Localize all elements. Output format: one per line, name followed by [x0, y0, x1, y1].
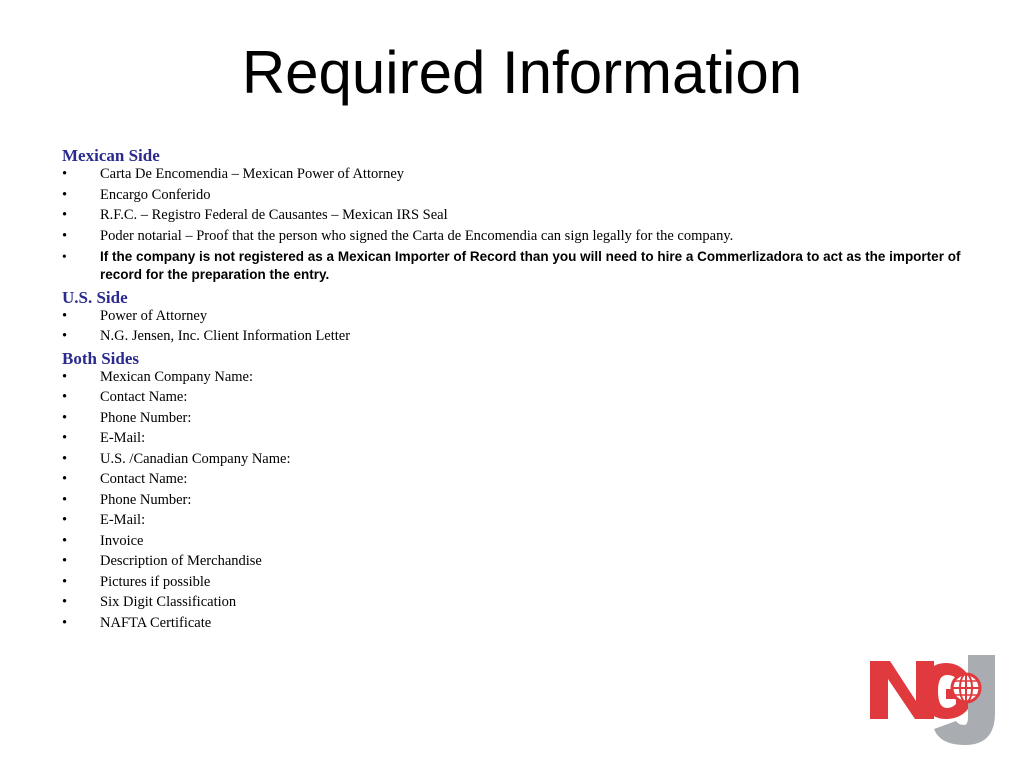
list-item: • E-Mail:: [62, 430, 146, 446]
bullet: •: [62, 450, 68, 467]
bullet: •: [62, 368, 68, 385]
bullet: •: [62, 573, 68, 590]
section-heading-both: Both Sides: [62, 348, 139, 368]
bullet: •: [62, 207, 68, 223]
list-item: • Invoice: [62, 532, 144, 549]
list-item: • E-Mail:: [62, 512, 146, 528]
list-item: • Power of Attorney: [62, 307, 208, 324]
list-item-importer-note: • If the company is not registered as a Mexican Importer of Record than you will need to hire a Commerlizadora to act as the importer of record for the preparation the entry.: [62, 249, 961, 282]
bullet: •: [62, 430, 68, 446]
list-item: • Encargo Conferido: [62, 186, 211, 203]
list-item: • Phone Number:: [62, 409, 192, 426]
bullet: •: [62, 409, 68, 426]
list-item: • Carta De Encomendia – Mexican Power of Attorney: [62, 166, 405, 182]
bullet: •: [62, 166, 68, 182]
mexican-side-list: [62, 166, 972, 284]
bullet: •: [62, 227, 68, 244]
bullet: •: [62, 594, 68, 610]
page-title: Required Information: [241, 39, 803, 106]
bullet: •: [62, 553, 68, 569]
globe-icon: [952, 674, 980, 702]
list-item: • Six Digit Classification: [62, 594, 237, 610]
both-sides-list: [62, 369, 972, 632]
list-item: • NAFTA Certificate: [62, 614, 212, 631]
list-item: • Contact Name:: [62, 471, 188, 487]
bullet: •: [62, 328, 68, 344]
bullet: •: [62, 307, 68, 324]
section-heading-us: U.S. Side: [62, 287, 128, 307]
list-item: • Mexican Company Name:: [62, 368, 254, 385]
list-item: • Phone Number:: [62, 491, 192, 508]
us-side-list: [62, 308, 972, 346]
bullet: •: [62, 389, 68, 405]
bullet: •: [62, 186, 68, 203]
section-heading-mexican: Mexican Side: [62, 146, 160, 165]
bullet: •: [62, 532, 68, 549]
list-item: • Poder notarial – Proof that the person who signed the Carta de Encomendia can sign legally for the company.: [62, 227, 734, 244]
bullet: •: [62, 491, 68, 508]
ngj-logo-icon: [868, 655, 998, 747]
bullet: •: [62, 512, 68, 528]
list-item: • N.G. Jensen, Inc. Client Information Letter: [62, 328, 351, 344]
list-item: • U.S. /Canadian Company Name:: [62, 450, 291, 467]
bullet: •: [62, 471, 68, 487]
content-body: [62, 146, 972, 635]
list-item: • R.F.C. – Registro Federal de Causantes – Mexican IRS Seal: [62, 207, 448, 223]
list-item: • Description of Merchandise: [62, 553, 262, 569]
list-item: • Pictures if possible: [62, 573, 211, 590]
list-item: • Contact Name:: [62, 389, 188, 405]
bullet: •: [62, 249, 67, 264]
bullet: •: [62, 614, 68, 631]
